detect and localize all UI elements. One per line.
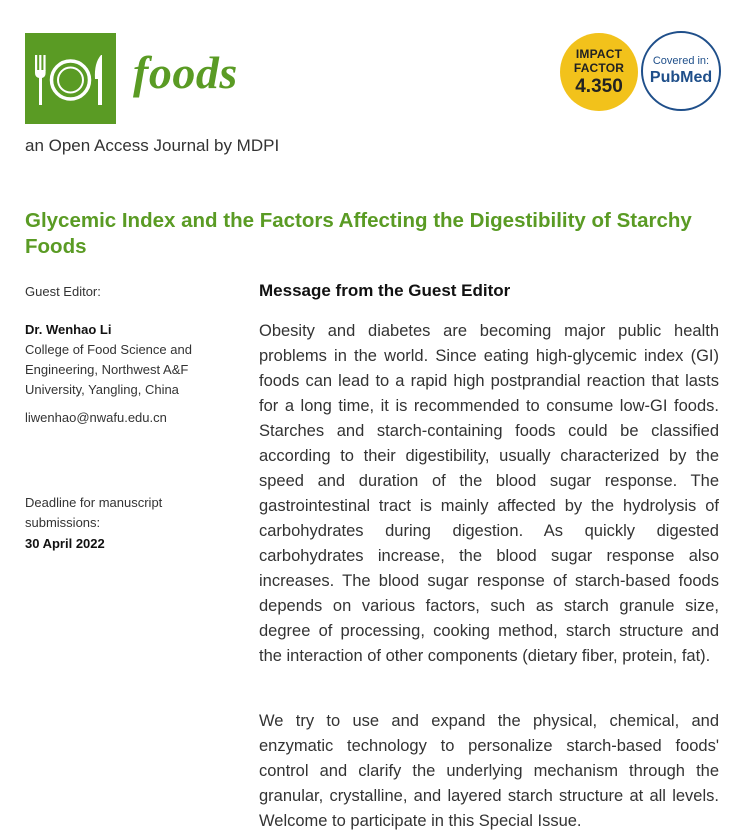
impact-factor-badge — [560, 33, 638, 111]
impact-factor-value: 4.350 — [575, 75, 623, 97]
guest-editor-email[interactable]: liwenhao@nwafu.edu.cn — [25, 410, 167, 425]
pubmed-name: PubMed — [649, 69, 713, 86]
deadline-label: Deadline for manuscript submissions: — [25, 495, 163, 530]
guest-editor-name: Dr. Wenhao Li — [25, 322, 112, 337]
journal-tagline: an Open Access Journal by MDPI — [25, 136, 280, 155]
impact-label-line2: FACTOR — [573, 60, 625, 75]
guest-editor-affiliation: College of Food Science and Engineering, Northwest A&F University, Yangling, China — [25, 342, 192, 397]
message-paragraph-1: Obesity and diabetes are becoming major public health problems in the world. Since eating high-glycemic index (GI) foods can lead to a rapid high postprandial reaction that lasts for a long time, it is recommended to consume low-GI foods. Starches and starch-containing foods could be classified according to their digestibility, usually characterized by the speed and duration of the blood sugar response. The gastrointestinal tract is mainly affected by the hydrolysis of carbohydrates during digestion. As quickly digested carbohydrates increase, the blood sugar response also increases. The blood sugar response of starch-based foods depends on various factors, such as starch granule size, degree of processing, cooking method, starch structure and the interaction of other components (dietary fiber, protein, fat). — [259, 322, 719, 665]
impact-label-line1: IMPACT — [575, 46, 623, 61]
journal-name: foods — [133, 47, 238, 98]
message-paragraph-2: We try to use and expand the physical, chemical, and enzymatic technology to personalize starch-based foods' control and clarify the underlying mechanism through the granular, crystalline, and layered starch structure at all levels. Welcome to participate in this Special Issue. — [259, 712, 719, 830]
pubmed-covered-label: Covered in: — [652, 55, 710, 67]
special-issue-title: Glycemic Index and the Factors Affecting the Digestibility of Starchy Foods — [25, 209, 692, 258]
plate-fork-knife-icon — [25, 33, 116, 124]
journal-logo — [25, 33, 116, 124]
pubmed-badge — [641, 31, 721, 111]
message-heading: Message from the Guest Editor — [259, 281, 511, 300]
guest-editor-label: Guest Editor: — [25, 284, 101, 299]
deadline-date: 30 April 2022 — [25, 536, 105, 551]
